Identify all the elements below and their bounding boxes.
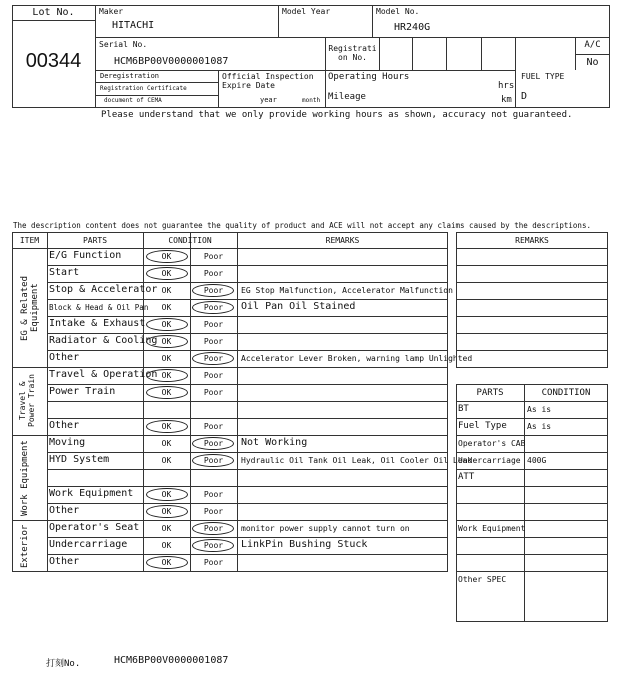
serial-value: HCM6BP00V0000001087 bbox=[114, 56, 229, 67]
poor-option: Poor bbox=[203, 456, 224, 465]
group-work-equipment: Work Equipment bbox=[20, 440, 30, 516]
poor-option: Poor bbox=[203, 269, 224, 278]
group-eg-related-equipment: EG & Related Equipment bbox=[20, 275, 40, 341]
part-name: Undercarriage bbox=[49, 539, 128, 550]
lot-number: 00344 bbox=[25, 50, 82, 72]
stamp-number-value: HCM6BP00V0000001087 bbox=[114, 655, 229, 666]
row-divider bbox=[47, 418, 448, 419]
lot-label: Lot No. bbox=[32, 7, 75, 18]
row-divider bbox=[47, 265, 448, 266]
remark-text: Hydraulic Oil Tank Oil Leak, Oil Cooler Oil Leak bbox=[241, 456, 473, 465]
poor-option: Poor bbox=[203, 320, 224, 329]
spec-condition-header: CONDITION bbox=[541, 388, 591, 398]
poor-option: Poor bbox=[203, 286, 224, 295]
row-divider bbox=[47, 401, 448, 402]
row-divider bbox=[47, 452, 448, 453]
part-name: Other bbox=[49, 352, 80, 363]
hours-accuracy-note: Please understand that we only provide working hours as shown, accuracy not guaranteed. bbox=[101, 110, 573, 120]
spec-part: Other SPEC bbox=[458, 575, 507, 584]
row-divider bbox=[47, 299, 448, 300]
model-year-label: Model Year bbox=[282, 7, 331, 16]
ok-option: OK bbox=[161, 439, 172, 448]
poor-option: Poor bbox=[203, 558, 224, 567]
stamp-number-label: 打刻No. bbox=[46, 659, 81, 669]
part-name: Radiator & Cooling bbox=[49, 335, 158, 346]
spec-condition: 400G bbox=[527, 456, 547, 465]
ok-option: OK bbox=[161, 490, 172, 499]
spec-row-divider bbox=[456, 554, 608, 555]
poor-selected-circle bbox=[192, 284, 234, 297]
spec-part: Fuel Type bbox=[458, 421, 507, 431]
row-divider bbox=[47, 520, 448, 521]
remarks-header: REMARKS bbox=[515, 236, 549, 245]
part-name: Power Train bbox=[49, 386, 116, 397]
spec-condition: As is bbox=[527, 422, 552, 431]
spec-row-divider bbox=[456, 571, 608, 572]
part-name: Operator's Seat bbox=[49, 522, 140, 533]
poor-selected-circle bbox=[192, 522, 234, 535]
spec-row-divider bbox=[456, 452, 608, 453]
year-label: year bbox=[260, 96, 277, 104]
poor-option: Poor bbox=[203, 388, 224, 397]
fuel-type-value: D bbox=[521, 91, 528, 102]
ok-selected-circle bbox=[146, 335, 188, 348]
poor-selected-circle bbox=[192, 454, 234, 467]
spec-condition: As is bbox=[527, 405, 552, 414]
part-name: Travel & Operation bbox=[49, 369, 158, 380]
poor-option: Poor bbox=[203, 439, 224, 448]
ok-option: OK bbox=[161, 371, 172, 380]
spec-row-divider bbox=[456, 469, 608, 470]
row-divider bbox=[47, 384, 448, 385]
part-name: Block & Head & Oil Pan bbox=[49, 303, 149, 312]
part-name: Stop & Accelerator bbox=[49, 284, 158, 295]
ok-selected-circle bbox=[146, 250, 188, 263]
ok-selected-circle bbox=[146, 505, 188, 518]
part-name: HYD System bbox=[49, 454, 110, 465]
ac-value: No bbox=[586, 57, 599, 68]
row-divider bbox=[47, 316, 448, 317]
spec-part: Operator's CAB bbox=[458, 439, 526, 448]
ok-option: OK bbox=[161, 320, 172, 329]
row-divider bbox=[47, 282, 448, 283]
group-exterior: Exterior bbox=[20, 524, 30, 568]
row-divider bbox=[47, 469, 448, 470]
ok-option: OK bbox=[161, 422, 172, 431]
maker-value: HITACHI bbox=[112, 20, 155, 31]
col-parts-header: PARTS bbox=[82, 236, 108, 245]
row-divider bbox=[47, 537, 448, 538]
row-divider bbox=[47, 503, 448, 504]
operating-hours-label: Operating Hours bbox=[328, 72, 410, 82]
remark-text: Not Working bbox=[241, 437, 308, 448]
ok-selected-circle bbox=[146, 556, 188, 569]
group-travel-power-train: Travel & Power Train bbox=[18, 374, 36, 428]
remark-text: Oil Pan Oil Stained bbox=[241, 301, 356, 312]
spec-parts-header: PARTS bbox=[476, 388, 504, 398]
row-divider bbox=[47, 333, 448, 334]
ok-option: OK bbox=[161, 303, 172, 312]
poor-option: Poor bbox=[203, 524, 224, 533]
remark-text: Accelerator Lever Broken, warning lamp Unlighted bbox=[241, 354, 473, 363]
row-divider bbox=[47, 554, 448, 555]
spec-row-divider bbox=[456, 520, 608, 521]
model-no-value: HR240G bbox=[394, 22, 431, 33]
poor-option: Poor bbox=[203, 507, 224, 516]
spec-row-divider bbox=[456, 418, 608, 419]
spec-row-divider bbox=[456, 435, 608, 436]
inspection-label: Official Inspection Expire Date bbox=[222, 72, 314, 90]
spec-part: Work Equipment bbox=[458, 524, 526, 533]
poor-selected-circle bbox=[192, 539, 234, 552]
poor-option: Poor bbox=[203, 303, 224, 312]
part-name: Intake & Exhaust bbox=[49, 318, 146, 329]
km-label: km bbox=[501, 95, 512, 105]
ok-option: OK bbox=[161, 354, 172, 363]
ok-option: OK bbox=[161, 388, 172, 397]
poor-option: Poor bbox=[203, 337, 224, 346]
row-divider bbox=[47, 486, 448, 487]
serial-label: Serial No. bbox=[99, 40, 148, 49]
poor-option: Poor bbox=[203, 354, 224, 363]
poor-option: Poor bbox=[203, 541, 224, 550]
mileage-label: Mileage bbox=[328, 92, 366, 102]
ok-option: OK bbox=[161, 456, 172, 465]
ok-option: OK bbox=[161, 337, 172, 346]
ok-option: OK bbox=[161, 524, 172, 533]
spec-row-divider bbox=[456, 537, 608, 538]
spec-part: BT bbox=[458, 404, 469, 414]
ok-option: OK bbox=[161, 541, 172, 550]
ok-selected-circle bbox=[146, 420, 188, 433]
model-no-label: Model No. bbox=[376, 7, 420, 16]
ok-option: OK bbox=[161, 269, 172, 278]
part-name: E/G Function bbox=[49, 250, 122, 261]
row-divider bbox=[47, 367, 448, 368]
ok-option: OK bbox=[161, 558, 172, 567]
ok-selected-circle bbox=[146, 267, 188, 280]
part-name: Work Equipment bbox=[49, 488, 134, 499]
ac-label: A/C bbox=[584, 40, 601, 50]
ok-selected-circle bbox=[146, 488, 188, 501]
col-remarks-header: REMARKS bbox=[325, 236, 360, 245]
ok-selected-circle bbox=[146, 318, 188, 331]
spec-row-divider bbox=[456, 503, 608, 504]
ok-option: OK bbox=[161, 286, 172, 295]
row-divider bbox=[47, 435, 448, 436]
poor-option: Poor bbox=[203, 490, 224, 499]
spec-row-divider bbox=[456, 486, 608, 487]
ok-selected-circle bbox=[146, 386, 188, 399]
maker-label: Maker bbox=[99, 7, 124, 16]
part-name: Start bbox=[49, 267, 80, 278]
fuel-type-label: FUEL TYPE bbox=[521, 72, 565, 81]
remark-text: monitor power supply cannot turn on bbox=[241, 524, 410, 533]
ok-selected-circle bbox=[146, 369, 188, 382]
poor-selected-circle bbox=[192, 437, 234, 450]
registration-certificate-label: Registration Certificate bbox=[100, 85, 187, 92]
spec-part: Undercarriage bbox=[458, 456, 521, 465]
cema-label: document of CEMA bbox=[104, 97, 162, 104]
poor-option: Poor bbox=[203, 422, 224, 431]
part-name: Moving bbox=[49, 437, 86, 448]
row-divider bbox=[47, 350, 448, 351]
part-name: Other bbox=[49, 505, 80, 516]
registration-label: Registrati on No. bbox=[328, 44, 377, 62]
col-item-header: ITEM bbox=[19, 236, 40, 245]
poor-selected-circle bbox=[192, 352, 234, 365]
part-name: Other bbox=[49, 420, 80, 431]
ok-option: OK bbox=[161, 507, 172, 516]
poor-option: Poor bbox=[203, 371, 224, 380]
part-name: Other bbox=[49, 556, 80, 567]
ok-option: OK bbox=[161, 252, 172, 261]
remark-text: LinkPin Bushing Stuck bbox=[241, 539, 368, 550]
deregistration-label: Deregistration bbox=[100, 72, 160, 80]
col-condition-header: CONDITION bbox=[168, 236, 212, 245]
hrs-label: hrs bbox=[498, 81, 515, 91]
spec-part: ATT bbox=[458, 472, 475, 482]
disclaimer: The description content does not guarantee the quality of product and ACE will not accept any claims caused by the descriptions. bbox=[13, 221, 591, 230]
poor-selected-circle bbox=[192, 301, 234, 314]
poor-option: Poor bbox=[203, 252, 224, 261]
month-label: month bbox=[302, 97, 321, 104]
remark-text: EG Stop Malfunction, Accelerator Malfunction bbox=[241, 286, 453, 295]
